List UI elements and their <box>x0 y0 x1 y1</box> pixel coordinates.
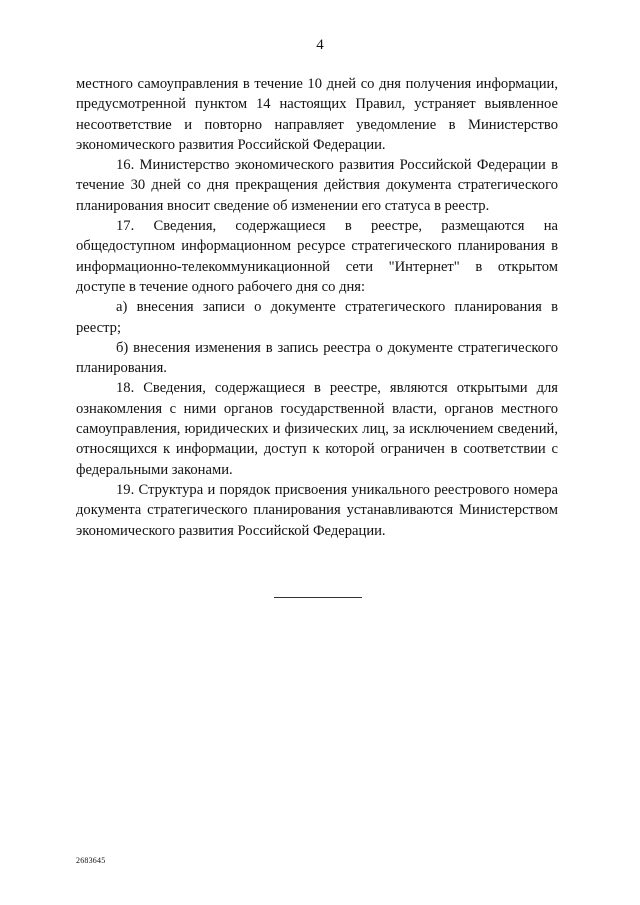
paragraph-16: 16. Министерство экономического развития Российской Федерации в течение 30 дней со дня прекращения действия документа стратегического планирования вносит сведение об изменении его статуса в реестр. <box>76 157 558 214</box>
paragraph-19: 19. Структура и порядок присвоения уникального реестрового номера документа стратегического планирования устанавливаются Министерством экономического развития Российской Федерации. <box>76 481 558 539</box>
paragraph-18: 18. Сведения, содержащиеся в реестре, являются открытыми для ознакомления с ними органов государственной власти, органов местного самоуправления, юридических и физических лиц, за исключением сведений, относящихся к информации, доступ к которой ограничен в соответствии с федеральными законами. <box>76 380 558 478</box>
page-number: 4 <box>316 37 324 53</box>
document-code: 2683645 <box>76 856 106 865</box>
document-body <box>76 74 558 541</box>
paragraph-17-item-b: б) внесения изменения в запись реестра о документе стратегического планирования. <box>76 339 558 377</box>
paragraph-17-item-a: а) внесения записи о документе стратегического планирования в реестр; <box>76 299 558 336</box>
closing-divider <box>274 597 362 598</box>
paragraph-continuation: местного самоуправления в течение 10 дней со дня получения информации, предусмотренной пунктом 14 настоящих Правил, устраняет выявленное несоответствие и повторно направляет уведомление в Министерство экономического развития Российской Федерации. <box>76 76 558 153</box>
paragraph-17: 17. Сведения, содержащиеся в реестре, размещаются на общедоступном информационном ресурсе стратегического планирования в информационно-телекоммуникационной сети "Интернет" в открытом доступе в течение одного рабочего дня со дня: <box>76 218 558 295</box>
